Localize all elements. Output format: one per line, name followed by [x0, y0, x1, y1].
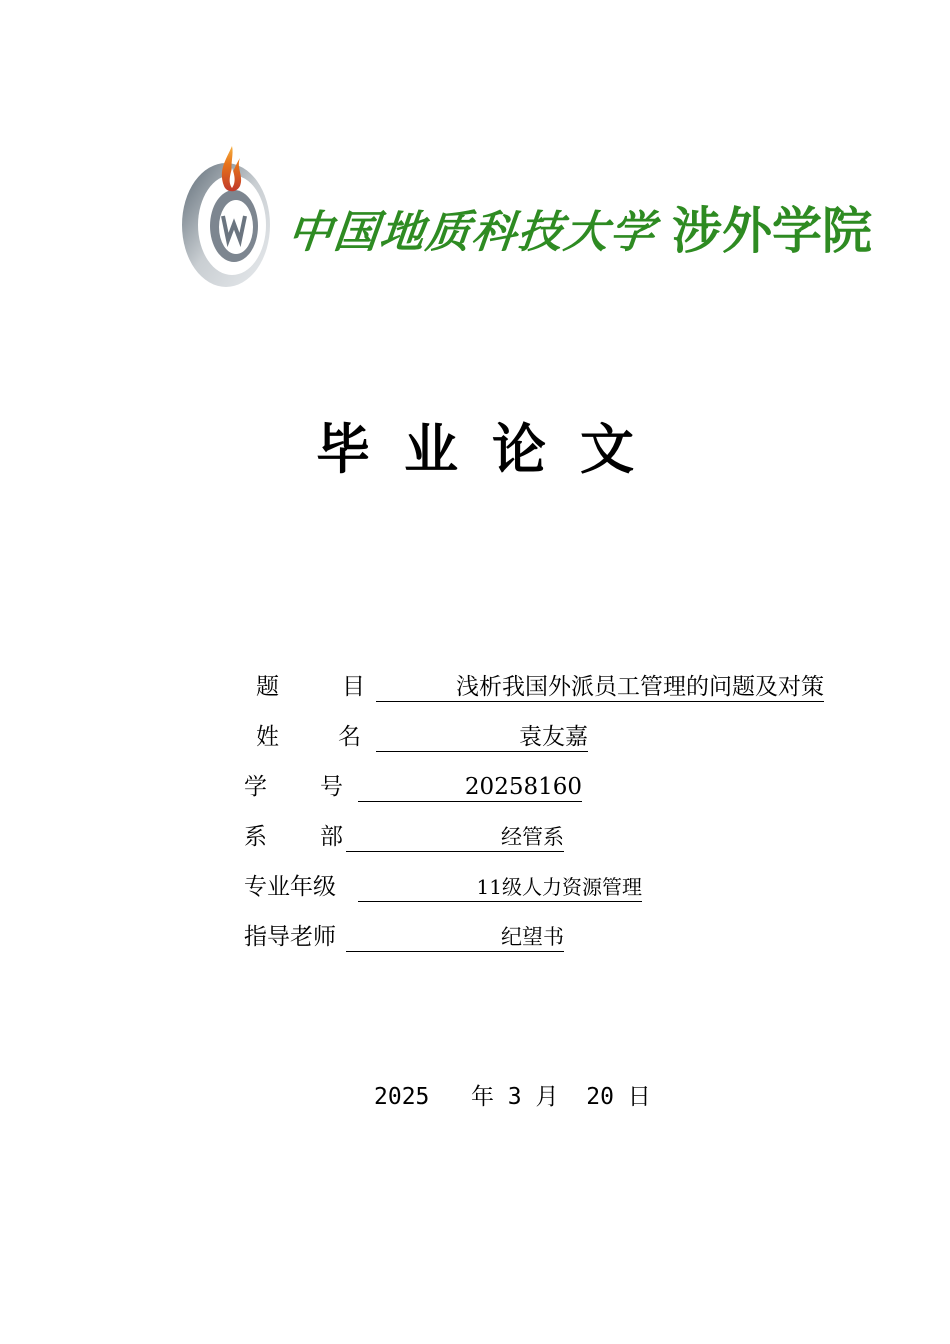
submission-date — [374, 1080, 651, 1114]
field-row-major-grade — [244, 870, 664, 904]
field-row-name — [256, 720, 616, 754]
date-year: 2025 — [374, 1084, 430, 1110]
date-day: 20 — [586, 1084, 614, 1110]
field-label-department-a: 系 — [244, 824, 267, 850]
field-label-topic-a: 题 — [256, 674, 279, 700]
field-label-advisor: 指导老师 — [244, 924, 336, 950]
field-value-name: 袁友嘉 — [376, 720, 588, 752]
school-name-calligraphy: 中国地质科技大学 — [285, 207, 659, 258]
college-name: 涉外学院 — [672, 202, 872, 260]
field-label-major-grade: 专业年级 — [244, 874, 336, 900]
date-month: 3 — [507, 1084, 522, 1110]
document-title: 毕业论文 — [316, 418, 668, 481]
field-value-topic: 浅析我国外派员工管理的问题及对策 — [376, 670, 824, 702]
date-month-unit: 月 — [535, 1084, 559, 1110]
date-year-unit: 年 — [470, 1084, 494, 1110]
field-label-department-b: 部 — [320, 824, 343, 850]
field-label-topic-b: 目 — [342, 674, 365, 700]
field-label-name-b: 名 — [338, 724, 361, 750]
field-row-department — [244, 820, 604, 854]
field-value-major-grade: 11级人力资源管理 — [358, 870, 642, 902]
field-value-student-id: 20258160 — [358, 770, 582, 802]
field-value-department: 经管系 — [346, 820, 564, 852]
field-label-student-id-b: 号 — [320, 774, 343, 800]
date-day-unit: 日 — [627, 1084, 651, 1110]
field-label-name-a: 姓 — [256, 724, 279, 750]
school-emblem-logo — [178, 140, 274, 290]
field-label-student-id-a: 学 — [244, 774, 267, 800]
field-row-student-id — [244, 770, 604, 804]
field-value-advisor: 纪望书 — [346, 920, 564, 952]
field-row-topic — [256, 670, 836, 704]
field-row-advisor — [244, 920, 604, 954]
